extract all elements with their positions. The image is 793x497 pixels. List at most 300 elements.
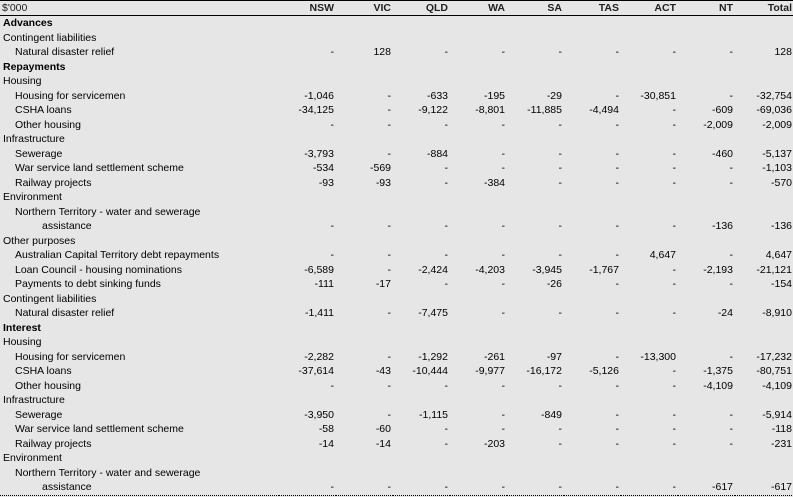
col-header-sa: SA: [507, 1, 564, 16]
cell-value: -: [729, 89, 733, 102]
category-row: [0, 234, 793, 249]
cell-value: [678, 292, 735, 307]
row-label: Housing for servicemen: [15, 89, 126, 102]
row-label: Railway projects: [15, 437, 92, 450]
cell-value: -: [615, 89, 619, 102]
cell-value: [564, 31, 621, 46]
cell-value: -: [672, 278, 676, 291]
cell-value: -60: [375, 423, 391, 436]
cell-value: -24: [717, 307, 733, 320]
cell-value: [678, 466, 735, 481]
cell-value: [678, 393, 735, 408]
cell-value: [564, 466, 621, 481]
col-header-vic: VIC: [336, 1, 393, 16]
cell-value: [450, 205, 507, 220]
cell-value: [678, 74, 735, 89]
row-label: Sewerage: [15, 147, 63, 160]
cell-value: -: [558, 423, 562, 436]
row-label: War service land settlement scheme: [15, 162, 184, 175]
cell-value: -460: [711, 147, 733, 160]
cell-value: -43: [375, 365, 391, 378]
cell-value: -: [672, 307, 676, 320]
cell-value: -136: [770, 220, 792, 233]
cell-value: [336, 234, 393, 249]
cell-value: -: [336, 480, 393, 495]
cell-value: -32,754: [756, 89, 792, 102]
cell-value: [393, 335, 450, 350]
cell-value: [279, 393, 336, 408]
cell-value: [336, 16, 393, 31]
cell-value: [393, 321, 450, 336]
cell-value: -: [615, 278, 619, 291]
cell-value: -1,103: [762, 162, 792, 175]
cell-value: -: [558, 437, 562, 450]
cell-value: -: [615, 307, 619, 320]
table-row: [0, 480, 793, 495]
cell-value: -: [558, 147, 562, 160]
cell-value: -21,121: [756, 263, 792, 276]
section-heading: Advances: [3, 17, 53, 30]
cell-value: -9,122: [418, 104, 448, 117]
cell-value: [621, 31, 678, 46]
cell-value: -: [558, 46, 562, 59]
row-label: CSHA loans: [15, 365, 72, 378]
cell-value: [336, 31, 393, 46]
cell-value: -8,910: [762, 307, 792, 320]
cell-value: -: [558, 176, 562, 189]
cell-value: -: [672, 423, 676, 436]
cell-value: -: [615, 118, 619, 131]
cell-value: -849: [540, 408, 562, 421]
cell-value: -: [501, 220, 505, 233]
cell-value: -: [672, 263, 676, 276]
cell-value: [336, 393, 393, 408]
cell-value: [507, 132, 564, 147]
cell-value: [393, 16, 450, 31]
cell-value: -: [615, 423, 619, 436]
row-label: assistance: [42, 220, 92, 233]
cell-value: -17: [375, 278, 391, 291]
cell-value: -: [387, 249, 391, 262]
cell-value: [279, 190, 336, 205]
cell-value: [621, 393, 678, 408]
cell-value: -: [615, 408, 619, 421]
cell-value: -: [444, 249, 448, 262]
table-row: [0, 263, 793, 278]
cell-value: [507, 292, 564, 307]
cell-value: [336, 292, 393, 307]
cell-value: -: [558, 118, 562, 131]
cell-value: -1,411: [305, 307, 334, 320]
cell-value: [393, 451, 450, 466]
cell-value: -97: [546, 350, 562, 363]
cell-value: [564, 292, 621, 307]
cell-value: [564, 74, 621, 89]
cell-value: [393, 292, 450, 307]
cell-value: -80,751: [756, 365, 792, 378]
table-row: [0, 118, 793, 133]
cell-value: [678, 205, 735, 220]
cell-value: -: [729, 423, 733, 436]
category-row: [0, 335, 793, 350]
category-label: Environment: [3, 191, 62, 204]
cell-value: [621, 234, 678, 249]
cell-value: [393, 466, 450, 481]
cell-value: [393, 60, 450, 75]
col-header-total: Total: [735, 1, 793, 16]
cell-value: -93: [375, 176, 391, 189]
cell-value: -: [387, 307, 391, 320]
cell-value: -: [387, 379, 391, 392]
cell-value: -2,009: [703, 118, 733, 131]
section-heading-row: [0, 16, 793, 31]
cell-value: [621, 60, 678, 75]
cell-value: -: [444, 176, 448, 189]
cell-value: -: [387, 104, 391, 117]
cell-value: -2,193: [703, 263, 733, 276]
cell-value: -: [501, 408, 505, 421]
cell-value: -633: [426, 89, 448, 102]
cell-value: -: [558, 307, 562, 320]
cell-value: -: [444, 220, 448, 233]
category-label: Infrastructure: [3, 133, 65, 146]
cell-value: -: [672, 379, 676, 392]
row-label: Natural disaster relief: [15, 46, 115, 59]
cell-value: -: [387, 118, 391, 131]
cell-value: -: [672, 118, 676, 131]
row-label: CSHA loans: [15, 104, 72, 117]
cell-value: -6,589: [304, 263, 334, 276]
cell-value: -69,036: [756, 104, 792, 117]
cell-value: -: [615, 249, 619, 262]
cell-value: -: [615, 220, 619, 233]
cell-value: -: [387, 263, 391, 276]
category-label: Other purposes: [3, 234, 76, 247]
row-label: War service land settlement scheme: [15, 423, 184, 436]
cell-value: [336, 190, 393, 205]
cell-value: [336, 60, 393, 75]
cell-value: [507, 466, 564, 481]
cell-value: [393, 393, 450, 408]
cell-value: [678, 321, 735, 336]
category-label: Contingent liabilities: [3, 31, 97, 44]
table-row: [0, 161, 793, 176]
category-label: Housing: [3, 336, 42, 349]
cell-value: [450, 60, 507, 75]
cell-value: -: [501, 379, 505, 392]
cell-value: [336, 451, 393, 466]
cell-value: -8,801: [475, 104, 505, 117]
table-row: [0, 408, 793, 423]
cell-value: [450, 132, 507, 147]
cell-value: -: [393, 480, 450, 495]
cell-value: [279, 31, 336, 46]
cell-value: [507, 74, 564, 89]
cell-value: -384: [483, 176, 505, 189]
cell-value: [735, 132, 793, 147]
cell-value: -: [501, 278, 505, 291]
cell-value: [507, 205, 564, 220]
cell-value: -34,125: [298, 104, 334, 117]
cell-value: -884: [426, 147, 448, 160]
cell-value: -534: [312, 162, 334, 175]
cell-value: -5,126: [589, 365, 619, 378]
cell-value: -231: [770, 437, 792, 450]
cell-value: 4,647: [649, 249, 676, 262]
cell-value: -14: [375, 437, 391, 450]
table-body: [0, 16, 793, 496]
cell-value: [450, 74, 507, 89]
cell-value: -: [444, 46, 448, 59]
cell-value: -570: [770, 176, 792, 189]
section-heading: Repayments: [3, 60, 66, 73]
cell-value: -: [330, 379, 334, 392]
cell-value: [393, 190, 450, 205]
table-row: [0, 379, 793, 394]
cell-value: -118: [771, 423, 792, 436]
cell-value: [621, 466, 678, 481]
cell-value: -: [729, 249, 733, 262]
table-row: [0, 306, 793, 321]
col-header-qld: QLD: [393, 1, 450, 16]
cell-value: [336, 321, 393, 336]
cell-value: -30,851: [640, 89, 676, 102]
cell-value: -4,203: [475, 263, 505, 276]
table-row: [0, 437, 793, 452]
row-label: Housing for servicemen: [15, 350, 126, 363]
cell-value: -: [501, 423, 505, 436]
cell-value: [678, 335, 735, 350]
cell-value: -: [672, 162, 676, 175]
col-header-nsw: NSW: [279, 1, 336, 16]
table-row: [0, 350, 793, 365]
cell-value: -1,115: [419, 408, 448, 421]
cell-value: [507, 321, 564, 336]
cell-value: 128: [373, 46, 391, 59]
cell-value: -609: [711, 104, 733, 117]
cell-value: -: [558, 249, 562, 262]
cell-value: [279, 335, 336, 350]
cell-value: -136: [711, 220, 733, 233]
cell-value: [393, 205, 450, 220]
cell-value: -111: [314, 278, 334, 291]
cell-value: -: [729, 46, 733, 59]
cell-value: -: [672, 365, 676, 378]
category-row: [0, 393, 793, 408]
cell-value: -: [672, 220, 676, 233]
cell-value: -: [501, 162, 505, 175]
cell-value: -: [672, 176, 676, 189]
cell-value: [393, 31, 450, 46]
cell-value: -58: [318, 423, 334, 436]
cell-value: -: [330, 118, 334, 131]
cell-value: [564, 16, 621, 31]
cell-value: -4,109: [762, 379, 792, 392]
col-header-tas: TAS: [564, 1, 621, 16]
cell-value: -1,046: [304, 89, 334, 102]
cell-value: -2,282: [304, 350, 334, 363]
row-label: Payments to debt sinking funds: [15, 278, 161, 291]
cell-value: -2,424: [418, 263, 448, 276]
cell-value: -11,885: [527, 104, 562, 117]
unit-header: $'000: [0, 1, 279, 16]
cell-value: [336, 466, 393, 481]
cell-value: [393, 132, 450, 147]
section-heading: Interest: [3, 321, 41, 334]
cell-value: -: [729, 437, 733, 450]
table-row: [0, 45, 793, 60]
cell-value: -: [564, 480, 621, 495]
category-row: [0, 292, 793, 307]
cell-value: -: [615, 162, 619, 175]
row-label: Northern Territory - water and sewerage: [15, 466, 201, 479]
cell-value: -: [729, 408, 733, 421]
cell-value: -1,292: [418, 350, 448, 363]
col-header-nt: NT: [678, 1, 735, 16]
cell-value: [735, 393, 793, 408]
cell-value: [564, 451, 621, 466]
table-row: [0, 364, 793, 379]
cell-value: -: [501, 249, 505, 262]
cell-value: -: [387, 350, 391, 363]
cell-value: -261: [483, 350, 505, 363]
cell-value: -: [501, 147, 505, 160]
cell-value: -17,232: [756, 350, 792, 363]
cell-value: -: [444, 423, 448, 436]
row-label: Northern Territory - water and sewerage: [15, 205, 201, 218]
cell-value: -5,137: [762, 147, 792, 160]
cell-value: [678, 451, 735, 466]
cell-value: -: [444, 118, 448, 131]
cell-value: [279, 234, 336, 249]
table-row: [0, 277, 793, 292]
cell-value: [678, 190, 735, 205]
cell-value: -4,109: [703, 379, 733, 392]
header-row: [0, 1, 793, 16]
table-row: [0, 103, 793, 118]
cell-value: -: [672, 437, 676, 450]
cell-value: -: [387, 220, 391, 233]
section-heading-row: [0, 60, 793, 75]
cell-value: -: [729, 176, 733, 189]
cell-value: [279, 74, 336, 89]
cell-value: -: [672, 147, 676, 160]
cell-value: -1,767: [589, 263, 619, 276]
category-row: [0, 132, 793, 147]
cell-value: [393, 234, 450, 249]
cell-value: -: [672, 104, 676, 117]
category-label: Environment: [3, 452, 62, 465]
category-label: Housing: [3, 75, 42, 88]
cell-value: -16,172: [526, 365, 562, 378]
cell-value: [450, 335, 507, 350]
cell-value: [279, 16, 336, 31]
cell-value: [735, 451, 793, 466]
cell-value: [678, 60, 735, 75]
cell-value: -: [615, 147, 619, 160]
cell-value: [564, 205, 621, 220]
cell-value: -: [672, 46, 676, 59]
cell-value: [621, 16, 678, 31]
cell-value: -7,475: [418, 307, 448, 320]
cell-value: [735, 190, 793, 205]
cell-value: [564, 190, 621, 205]
row-label: Railway projects: [15, 176, 92, 189]
table-row: [0, 422, 793, 437]
cell-value: -: [729, 278, 733, 291]
cell-value: -: [444, 437, 448, 450]
cell-value: [279, 321, 336, 336]
row-label: Loan Council - housing nominations: [15, 263, 182, 276]
cell-value: -13,300: [640, 350, 676, 363]
cell-value: [621, 451, 678, 466]
category-label: Infrastructure: [3, 394, 65, 407]
cell-value: -: [501, 118, 505, 131]
cell-value: -: [615, 176, 619, 189]
cell-value: [507, 60, 564, 75]
cell-value: [336, 74, 393, 89]
cell-value: -: [330, 220, 334, 233]
row-label: assistance: [0, 480, 279, 495]
cell-value: -: [621, 480, 678, 495]
cell-value: [279, 292, 336, 307]
cell-value: [336, 132, 393, 147]
cell-value: [564, 132, 621, 147]
cell-value: [564, 335, 621, 350]
cell-value: -3,950: [304, 408, 334, 421]
cell-value: [450, 234, 507, 249]
row-label: Sewerage: [15, 408, 63, 421]
section-heading-row: [0, 321, 793, 336]
cell-value: [621, 74, 678, 89]
col-header-act: ACT: [621, 1, 678, 16]
cell-value: -1,375: [703, 365, 733, 378]
cell-value: [450, 393, 507, 408]
cell-value: [564, 321, 621, 336]
cell-value: [507, 234, 564, 249]
cell-value: -: [729, 162, 733, 175]
row-label: Australian Capital Territory debt repayments: [15, 249, 220, 262]
cell-value: -: [387, 89, 391, 102]
table-row: [0, 205, 793, 220]
cell-value: -: [444, 379, 448, 392]
cell-value: -: [615, 437, 619, 450]
cell-value: -29: [546, 89, 562, 102]
category-row: [0, 74, 793, 89]
cell-value: -93: [318, 176, 334, 189]
cell-value: [735, 205, 793, 220]
cell-value: [507, 16, 564, 31]
cell-value: -: [501, 46, 505, 59]
table-row: [0, 176, 793, 191]
cell-value: [507, 393, 564, 408]
cell-value: [279, 132, 336, 147]
cell-value: -: [501, 307, 505, 320]
cell-value: -: [387, 147, 391, 160]
cell-value: [735, 321, 793, 336]
cell-value: -: [558, 162, 562, 175]
cell-value: [336, 335, 393, 350]
cell-value: [279, 60, 336, 75]
cell-value: [735, 335, 793, 350]
table-row: [0, 248, 793, 263]
cell-value: -: [507, 480, 564, 495]
cell-value: -26: [546, 278, 562, 291]
cell-value: [393, 74, 450, 89]
cell-value: -: [330, 249, 334, 262]
table-row: [0, 219, 793, 234]
cell-value: [507, 190, 564, 205]
